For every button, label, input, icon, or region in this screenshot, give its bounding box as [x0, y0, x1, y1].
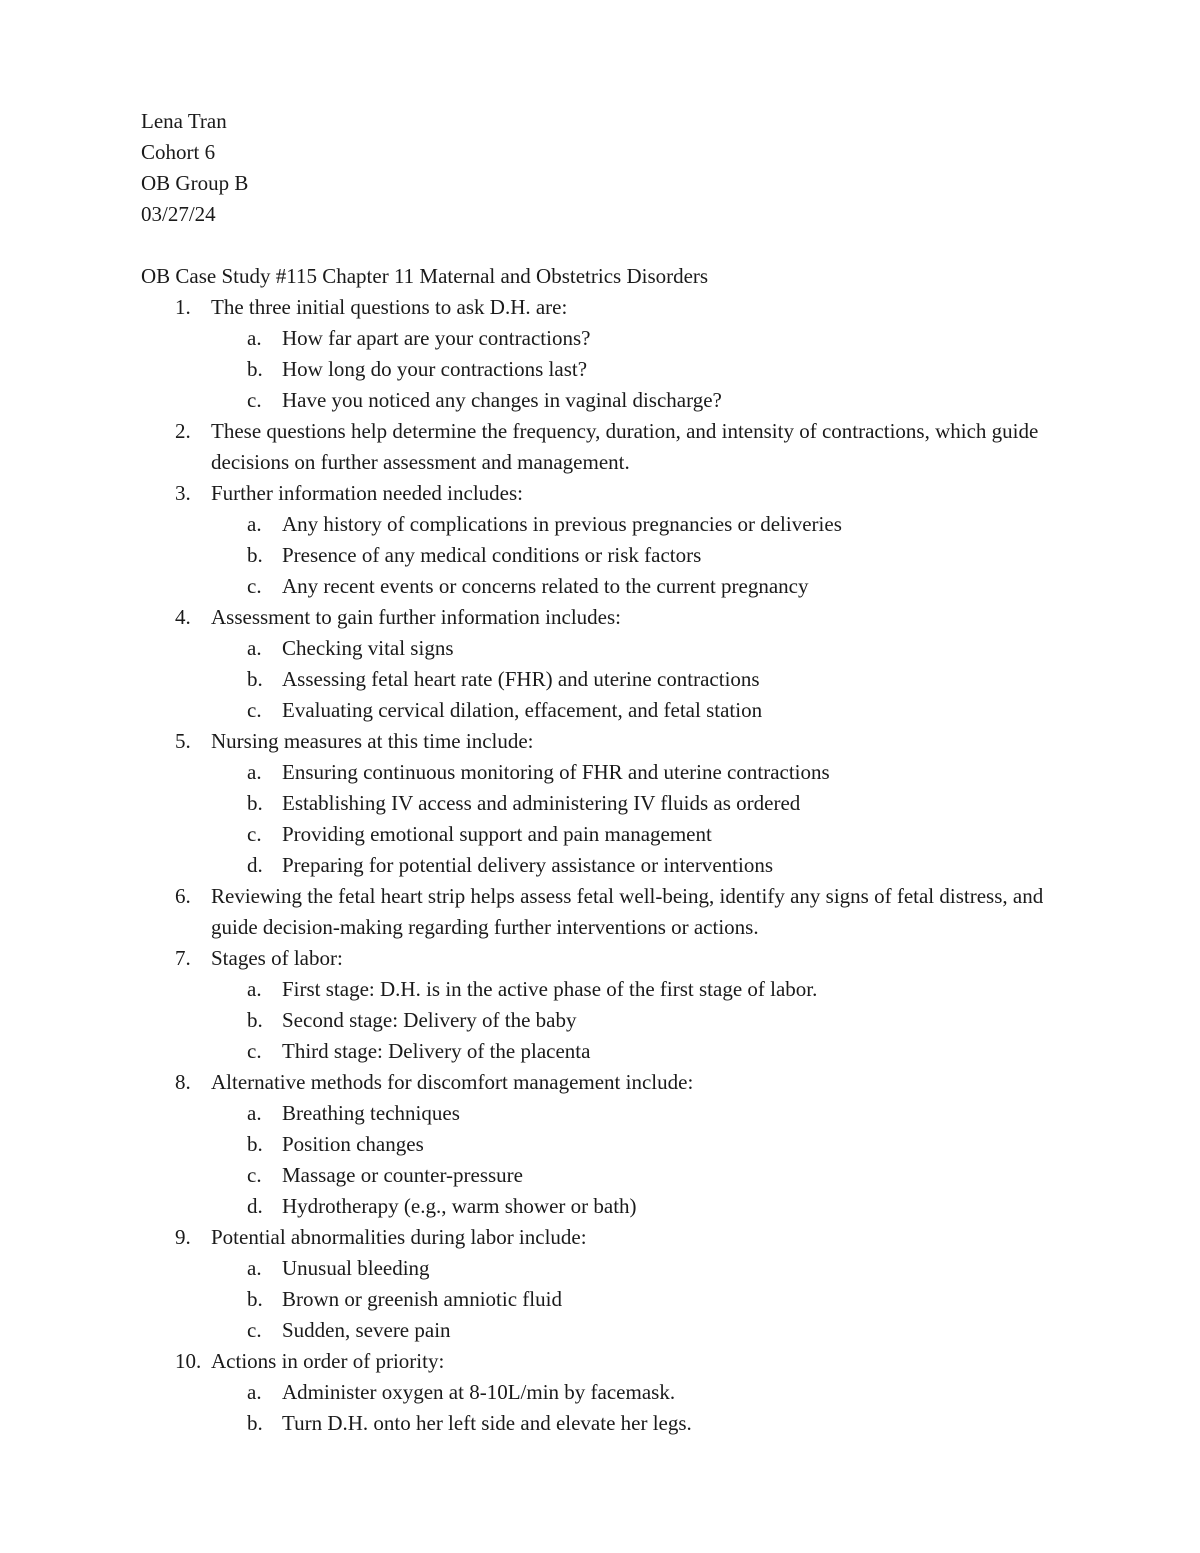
list-item: [141, 943, 1061, 1067]
sublist-item-text: Establishing IV access and administering IV fluids as ordered: [282, 791, 801, 815]
list-item: [141, 1222, 1061, 1346]
student-name: Lena Tran: [141, 109, 227, 133]
sublist-item: [211, 1098, 1061, 1129]
sublist-item-text: Any recent events or concerns related to the current pregnancy: [282, 574, 809, 598]
list-item-number: 9.: [175, 1225, 191, 1249]
list-item-number: 5.: [175, 729, 191, 753]
sublist-item-letter: a.: [247, 1256, 262, 1280]
document-body: [141, 106, 1061, 1439]
sublist-item: [211, 540, 1061, 571]
sublist-item-letter: b.: [247, 667, 263, 691]
lettered-sublist: [211, 1377, 1061, 1439]
sublist-item-text: Administer oxygen at 8-10L/min by facemask.: [282, 1380, 676, 1404]
lettered-sublist: [211, 1253, 1061, 1346]
sublist-item-letter: b.: [247, 791, 263, 815]
numbered-list: [141, 292, 1061, 1439]
sublist-item-letter: d.: [247, 853, 263, 877]
list-item-text: Potential abnormalities during labor include:: [211, 1225, 587, 1249]
sublist-item: [211, 1129, 1061, 1160]
sublist-item: [211, 509, 1061, 540]
sublist-item-text: Presence of any medical conditions or risk factors: [282, 543, 702, 567]
list-item-number: 3.: [175, 481, 191, 505]
sublist-item: [211, 1005, 1061, 1036]
document-title: OB Case Study #115 Chapter 11 Maternal and Obstetrics Disorders: [141, 264, 709, 288]
sublist-item-letter: a.: [247, 1101, 262, 1125]
lettered-sublist: [211, 974, 1061, 1067]
sublist-item: [211, 633, 1061, 664]
list-item-number: 8.: [175, 1070, 191, 1094]
sublist-item-letter: c.: [247, 1039, 262, 1063]
list-item-text: Reviewing the fetal heart strip helps assess fetal well-being, identify any signs of fetal distress, and guide decision-making regarding further interventions or actions.: [211, 884, 1044, 939]
sublist-item-letter: c.: [247, 1163, 262, 1187]
sublist-item-text: Assessing fetal heart rate (FHR) and uterine contractions: [282, 667, 760, 691]
sublist-item: [211, 757, 1061, 788]
sublist-item-letter: c.: [247, 574, 262, 598]
sublist-item-letter: c.: [247, 388, 262, 412]
sublist-item: [211, 1191, 1061, 1222]
list-item: [141, 1067, 1061, 1222]
sublist-item: [211, 974, 1061, 1005]
sublist-item-text: How far apart are your contractions?: [282, 326, 591, 350]
sublist-item-text: Unusual bleeding: [282, 1256, 430, 1280]
sublist-item: [211, 1036, 1061, 1067]
sublist-item: [211, 571, 1061, 602]
lettered-sublist: [211, 323, 1061, 416]
sublist-item-letter: b.: [247, 357, 263, 381]
sublist-item: [211, 1253, 1061, 1284]
lettered-sublist: [211, 1098, 1061, 1222]
sublist-item-text: Ensuring continuous monitoring of FHR and uterine contractions: [282, 760, 830, 784]
sublist-item-letter: b.: [247, 1287, 263, 1311]
list-item-text: Stages of labor:: [211, 946, 343, 970]
sublist-item-text: Second stage: Delivery of the baby: [282, 1008, 577, 1032]
sublist-item-text: Providing emotional support and pain management: [282, 822, 712, 846]
list-item-number: 4.: [175, 605, 191, 629]
sublist-item: [211, 695, 1061, 726]
sublist-item-text: Have you noticed any changes in vaginal discharge?: [282, 388, 722, 412]
lettered-sublist: [211, 509, 1061, 602]
lettered-sublist: [211, 633, 1061, 726]
sublist-item-letter: a.: [247, 512, 262, 536]
sublist-item: [211, 850, 1061, 881]
list-item: [141, 292, 1061, 416]
list-item-text: Further information needed includes:: [211, 481, 523, 505]
list-item-text: These questions help determine the frequency, duration, and intensity of contractions, which guide decisions on further assessment and management.: [211, 419, 1039, 474]
sublist-item-text: Preparing for potential delivery assistance or interventions: [282, 853, 774, 877]
sublist-item: [211, 1408, 1061, 1439]
list-item-text: Assessment to gain further information includes:: [211, 605, 622, 629]
sublist-item-letter: c.: [247, 1318, 262, 1342]
list-item-number: 2.: [175, 419, 191, 443]
sublist-item-letter: a.: [247, 1380, 262, 1404]
lettered-sublist: [211, 757, 1061, 881]
sublist-item: [211, 788, 1061, 819]
sublist-item-letter: a.: [247, 636, 262, 660]
sublist-item-letter: d.: [247, 1194, 263, 1218]
list-item: [141, 602, 1061, 726]
sublist-item-letter: a.: [247, 326, 262, 350]
list-item-number: 6.: [175, 884, 191, 908]
group-label: OB Group B: [141, 171, 249, 195]
sublist-item-letter: b.: [247, 1132, 263, 1156]
sublist-item-letter: b.: [247, 1008, 263, 1032]
sublist-item: [211, 354, 1061, 385]
list-item-text: Alternative methods for discomfort management include:: [211, 1070, 694, 1094]
sublist-item-text: Massage or counter-pressure: [282, 1163, 523, 1187]
sublist-item: [211, 1160, 1061, 1191]
sublist-item-text: Third stage: Delivery of the placenta: [282, 1039, 591, 1063]
sublist-item-text: Position changes: [282, 1132, 424, 1156]
list-item-text: Actions in order of priority:: [211, 1349, 445, 1373]
sublist-item-letter: c.: [247, 698, 262, 722]
sublist-item-text: Breathing techniques: [282, 1101, 460, 1125]
list-item: [141, 726, 1061, 881]
sublist-item-text: Brown or greenish amniotic fluid: [282, 1287, 562, 1311]
sublist-item-text: Any history of complications in previous pregnancies or deliveries: [282, 512, 842, 536]
blank-line: [141, 230, 1061, 261]
cohort-label: Cohort 6: [141, 140, 216, 164]
sublist-item-text: Evaluating cervical dilation, effacement, and fetal station: [282, 698, 763, 722]
sublist-item-text: First stage: D.H. is in the active phase of the first stage of labor.: [282, 977, 818, 1001]
sublist-item-letter: a.: [247, 977, 262, 1001]
list-item: [141, 1346, 1061, 1439]
list-item: [141, 416, 1061, 478]
sublist-item-letter: b.: [247, 1411, 263, 1435]
sublist-item: [211, 385, 1061, 416]
sublist-item-letter: c.: [247, 822, 262, 846]
list-item-text: Nursing measures at this time include:: [211, 729, 534, 753]
sublist-item-text: Checking vital signs: [282, 636, 454, 660]
list-item: [141, 881, 1061, 943]
sublist-item: [211, 819, 1061, 850]
sublist-item-letter: b.: [247, 543, 263, 567]
sublist-item-text: Turn D.H. onto her left side and elevate her legs.: [282, 1411, 692, 1435]
sublist-item: [211, 1315, 1061, 1346]
list-item: [141, 478, 1061, 602]
sublist-item-text: Sudden, severe pain: [282, 1318, 451, 1342]
list-item-number: 10.: [175, 1349, 202, 1373]
list-item-number: 7.: [175, 946, 191, 970]
sublist-item: [211, 1284, 1061, 1315]
sublist-item: [211, 664, 1061, 695]
document-date: 03/27/24: [141, 202, 216, 226]
sublist-item: [211, 1377, 1061, 1408]
sublist-item-letter: a.: [247, 760, 262, 784]
list-item-text: The three initial questions to ask D.H. are:: [211, 295, 568, 319]
sublist-item: [211, 323, 1061, 354]
sublist-item-text: Hydrotherapy (e.g., warm shower or bath): [282, 1194, 637, 1218]
sublist-item-text: How long do your contractions last?: [282, 357, 588, 381]
list-item-number: 1.: [175, 295, 191, 319]
